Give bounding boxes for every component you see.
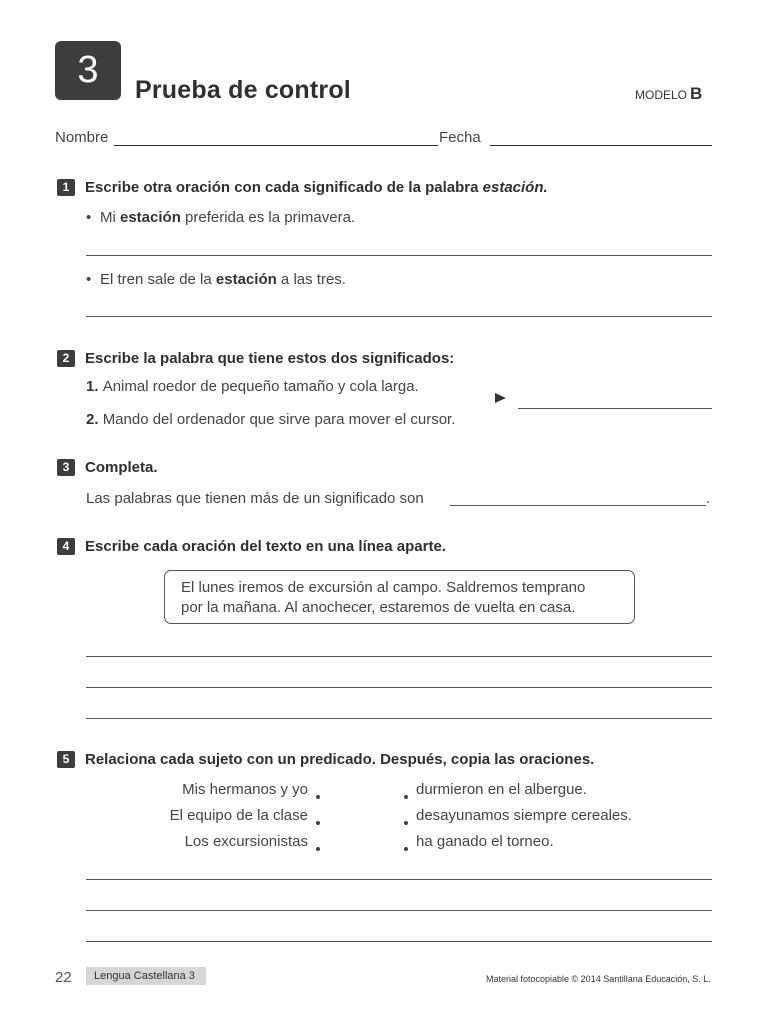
answer-line[interactable] <box>450 505 706 506</box>
text-box <box>164 570 635 624</box>
name-field[interactable] <box>114 145 438 146</box>
subject-3: Los excursionistas <box>184 833 308 850</box>
predicate-2: desayunamos siempre cereales. <box>416 807 632 824</box>
sentence-2-keyword: estación <box>215 271 277 288</box>
exercise-number-1: 1 <box>57 179 75 196</box>
model-letter: B <box>690 84 703 103</box>
exercise-4-title: Escribe cada oración del texto en una línea aparte. <box>85 538 446 555</box>
copyright-notice: Material fotocopiable © 2014 Santillana Educación, S. L. <box>486 974 711 984</box>
answer-line[interactable] <box>86 687 712 688</box>
exercise-1-sentence-1 <box>86 209 355 226</box>
text-box-line-2: por la mañana. Al anochecer, estaremos de vuelta en casa. <box>181 599 576 616</box>
answer-line[interactable] <box>86 910 712 911</box>
page-title: Prueba de control <box>135 76 351 104</box>
predicate-1: durmieron en el albergue. <box>416 781 587 798</box>
bullet-icon: • <box>86 209 92 226</box>
date-field[interactable] <box>490 145 712 146</box>
answer-line[interactable] <box>518 408 712 409</box>
model-label <box>635 84 702 104</box>
match-dot-predicate-1[interactable] <box>404 788 408 806</box>
answer-line[interactable] <box>86 656 712 657</box>
match-dot-predicate-3[interactable] <box>404 840 408 858</box>
exercise-2-item-2 <box>86 411 455 428</box>
exercise-number-5: 5 <box>57 751 75 768</box>
page-number: 22 <box>55 969 72 986</box>
unit-number-badge: 3 <box>55 41 121 100</box>
answer-line[interactable] <box>86 718 712 719</box>
answer-line[interactable] <box>86 316 712 317</box>
exercise-1-title-word: estación. <box>482 179 548 196</box>
answer-line[interactable] <box>86 941 712 942</box>
sentence-1-post: preferida es la primavera. <box>180 209 356 226</box>
match-dot-predicate-2[interactable] <box>404 814 408 832</box>
exercise-3-title: Completa. <box>85 459 158 476</box>
exercise-3-period: . <box>706 490 711 507</box>
exercise-number-3: 3 <box>57 459 75 476</box>
exercise-1-sentence-2 <box>86 271 346 288</box>
item-number: 1. <box>86 378 99 395</box>
model-text: MODELO <box>635 88 688 102</box>
sentence-1-keyword: estación <box>120 209 181 226</box>
book-title-badge: Lengua Castellana 3 <box>86 967 206 985</box>
answer-line[interactable] <box>86 255 712 256</box>
sentence-2-post: a las tres. <box>276 271 346 288</box>
exercise-5-title: Relaciona cada sujeto con un predicado. Después, copia las oraciones. <box>85 751 595 768</box>
answer-line[interactable] <box>86 879 712 880</box>
exercise-2-item-1 <box>86 378 419 395</box>
date-label: Fecha <box>439 129 481 146</box>
subject-2: El equipo de la clase <box>169 807 308 824</box>
bullet-icon: • <box>86 271 92 288</box>
exercise-1-title-text: Escribe otra oración con cada significado de la palabra <box>85 179 479 196</box>
exercise-number-2: 2 <box>57 350 75 367</box>
item-text: Animal roedor de pequeño tamaño y cola larga. <box>102 378 419 395</box>
sentence-2-pre: El tren sale de la <box>100 271 216 288</box>
exercise-1-title <box>85 179 548 196</box>
item-text: Mando del ordenador que sirve para mover el cursor. <box>102 411 456 428</box>
exercise-number-4: 4 <box>57 538 75 555</box>
predicate-3: ha ganado el torneo. <box>416 833 554 850</box>
match-dot-subject-1[interactable] <box>316 788 320 806</box>
exercise-2-title: Escribe la palabra que tiene estos dos significados: <box>85 350 455 367</box>
sentence-1-pre: Mi <box>100 209 120 226</box>
item-number: 2. <box>86 411 99 428</box>
exercise-3-sentence: Las palabras que tienen más de un significado son <box>86 490 424 507</box>
arrow-right-icon <box>495 393 506 403</box>
name-label: Nombre <box>55 129 109 146</box>
text-box-line-1: El lunes iremos de excursión al campo. Saldremos temprano <box>181 579 586 596</box>
match-dot-subject-3[interactable] <box>316 840 320 858</box>
subject-1: Mis hermanos y yo <box>182 781 308 798</box>
match-dot-subject-2[interactable] <box>316 814 320 832</box>
